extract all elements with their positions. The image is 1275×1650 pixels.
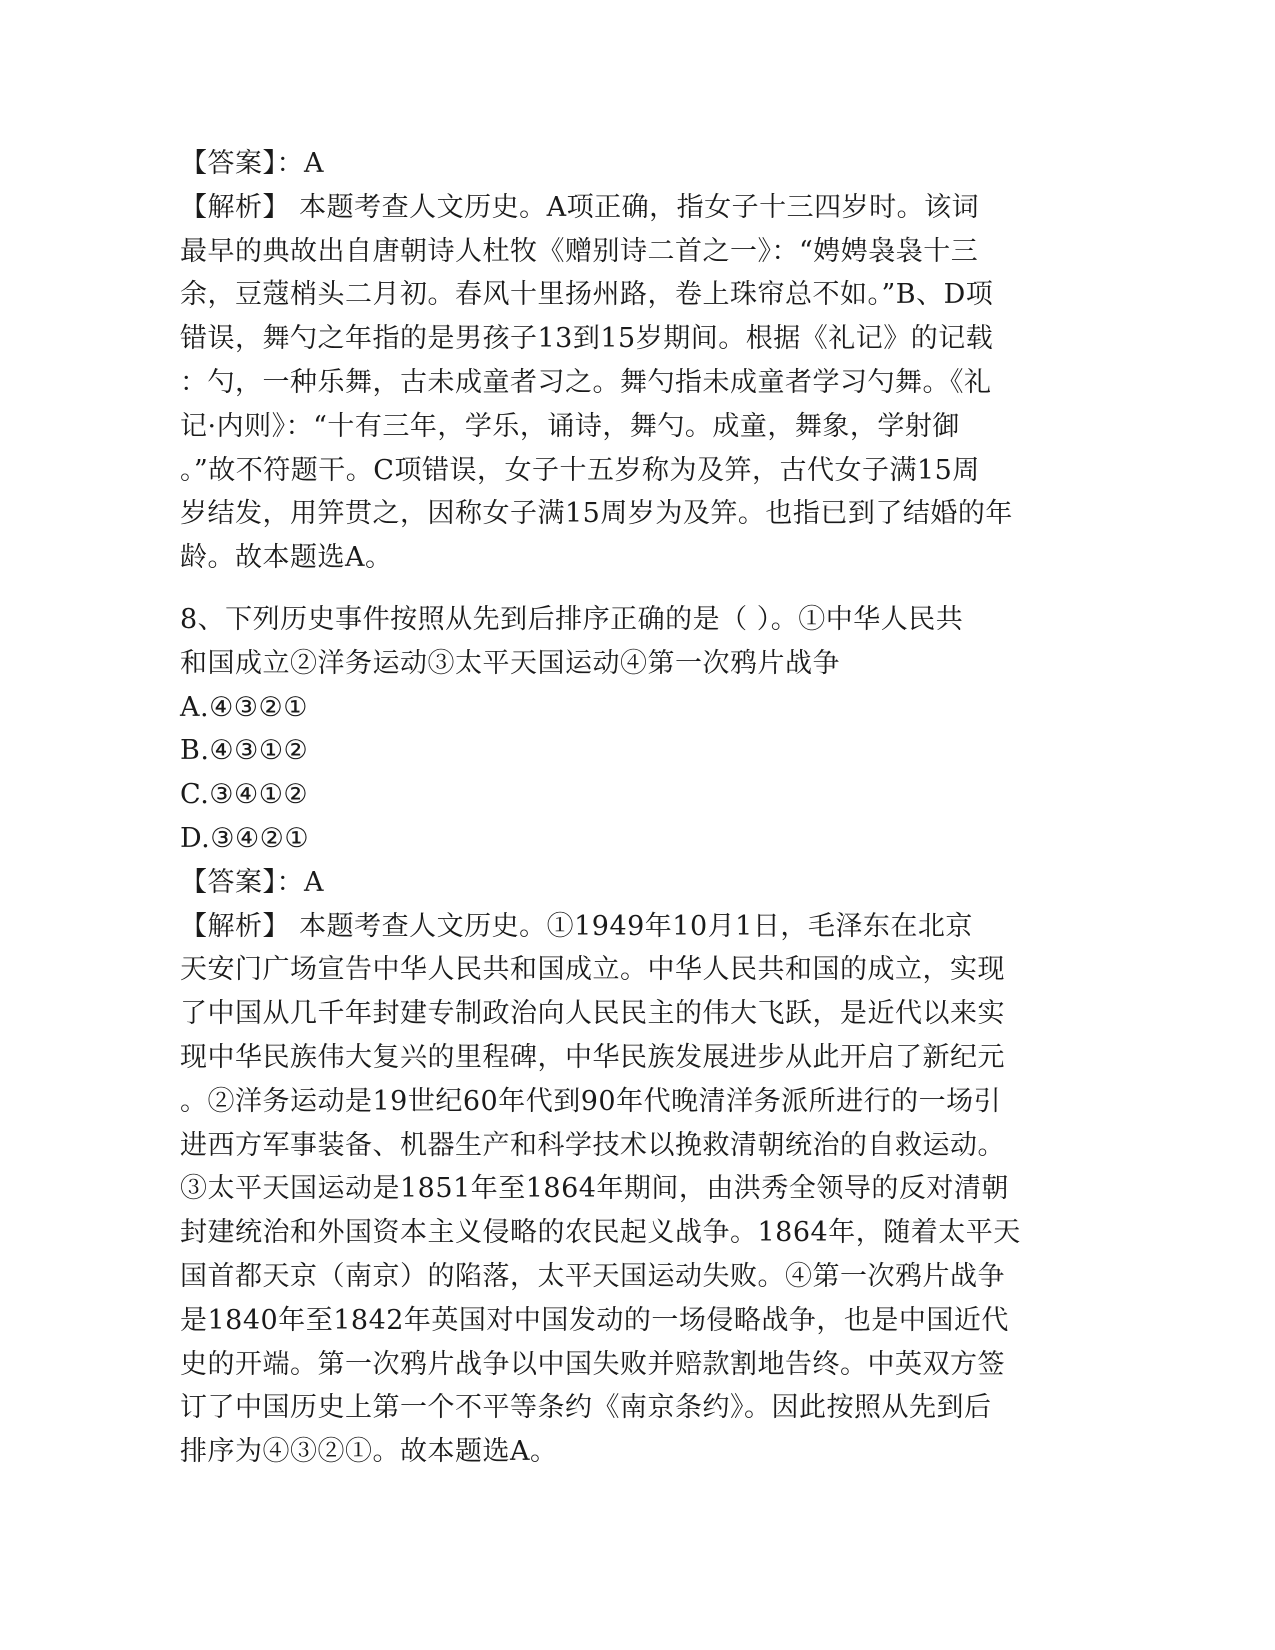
option-c: C.③④①② <box>180 779 309 811</box>
section-gap <box>180 580 1040 598</box>
q8-analysis-line: 现中华民族伟大复兴的里程碑，中华民族发展进步从此开启了新纪元 <box>180 1041 1005 1073</box>
q7-analysis-line: 记·内则》：“十有三年，学乐，诵诗，舞勺。成童，舞象，学射御 <box>180 410 960 442</box>
q8-analysis-line: 国首都天京（南京）的陷落，太平天国运动失败。④第一次鸦片战争 <box>180 1260 1005 1292</box>
q8-analysis-line: 订了中国历史上第一个不平等条约《南京条约》。因此按照从先到后 <box>180 1392 992 1424</box>
q7-analysis-line: 最早的典故出自唐朝诗人杜牧《赠别诗二首之一》：“娉娉袅袅十三 <box>180 235 979 267</box>
q8-analysis-line: ③太平天国运动是1851年至1864年期间，由洪秀全领导的反对清朝 <box>180 1173 1009 1205</box>
document-page <box>180 142 1040 1474</box>
q7-answer: 【答案】：A <box>180 148 324 179</box>
q7-analysis-line: 【解析】 本题考查人文历史。A项正确，指女子十三四岁时。该词 <box>180 191 980 223</box>
q8-question-line: 和国成立②洋务运动③太平天国运动④第一次鸦片战争 <box>180 647 840 679</box>
q7-analysis-line: 龄。故本题选A。 <box>180 542 393 574</box>
q8-options <box>180 686 1040 861</box>
q8-analysis-line: 进西方军事装备、机器生产和科学技术以挽救清朝统治的自救运动。 <box>180 1129 1005 1161</box>
q8-analysis-line: 。②洋务运动是19世纪60年代到90年代晚清洋务派所进行的一场引 <box>180 1085 1002 1117</box>
q8-analysis-line: 是1840年至1842年英国对中国发动的一场侵略战争，也是中国近代 <box>180 1304 1009 1336</box>
option-b: B.④③①② <box>180 735 309 767</box>
q8-analysis-line: 封建统治和外国资本主义侵略的农民起义战争。1864年，随着太平天 <box>180 1217 1021 1249</box>
q8-question-line: 8、下列历史事件按照从先到后排序正确的是（ ）。①中华人民共 <box>180 603 964 635</box>
q7-section <box>180 142 1040 580</box>
q8-analysis-line: 【解析】 本题考查人文历史。①1949年10月1日，毛泽东在北京 <box>180 910 973 942</box>
q8-analysis-line: 天安门广场宣告中华人民共和国成立。中华人民共和国的成立，实现 <box>180 954 1005 986</box>
option-d: D.③④②① <box>180 822 310 854</box>
q7-analysis-line: 岁结发，用笄贯之，因称女子满15周岁为及笄。也指已到了结婚的年 <box>180 498 1013 530</box>
option-a: A.④③②① <box>180 691 308 723</box>
q7-analysis-line: 。”故不符题干。C项错误，女子十五岁称为及笄，古代女子满15周 <box>180 454 980 486</box>
q8-question <box>180 598 1040 686</box>
q8-section <box>180 598 1040 1474</box>
q8-analysis-line: 了中国从几千年封建专制政治向人民民主的伟大飞跃，是近代以来实 <box>180 998 1005 1030</box>
q8-analysis-line: 史的开端。第一次鸦片战争以中国失败并赔款割地告终。中英双方签 <box>180 1348 1005 1380</box>
q8-answer: 【答案】：A <box>180 866 324 898</box>
q8-analysis <box>180 905 1040 1474</box>
q7-analysis <box>180 186 1040 580</box>
q8-analysis-line: 排序为④③②①。故本题选A。 <box>180 1436 558 1468</box>
q7-analysis-line: ：勺，一种乐舞，古未成童者习之。舞勺指未成童者学习勺舞。《礼 <box>180 366 992 398</box>
q7-analysis-line: 错误，舞勺之年指的是男孩子13到15岁期间。根据《礼记》的记载 <box>180 323 994 355</box>
q7-analysis-line: 余，豆蔻梢头二月初。春风十里扬州路，卷上珠帘总不如。”B、D项 <box>180 279 994 311</box>
